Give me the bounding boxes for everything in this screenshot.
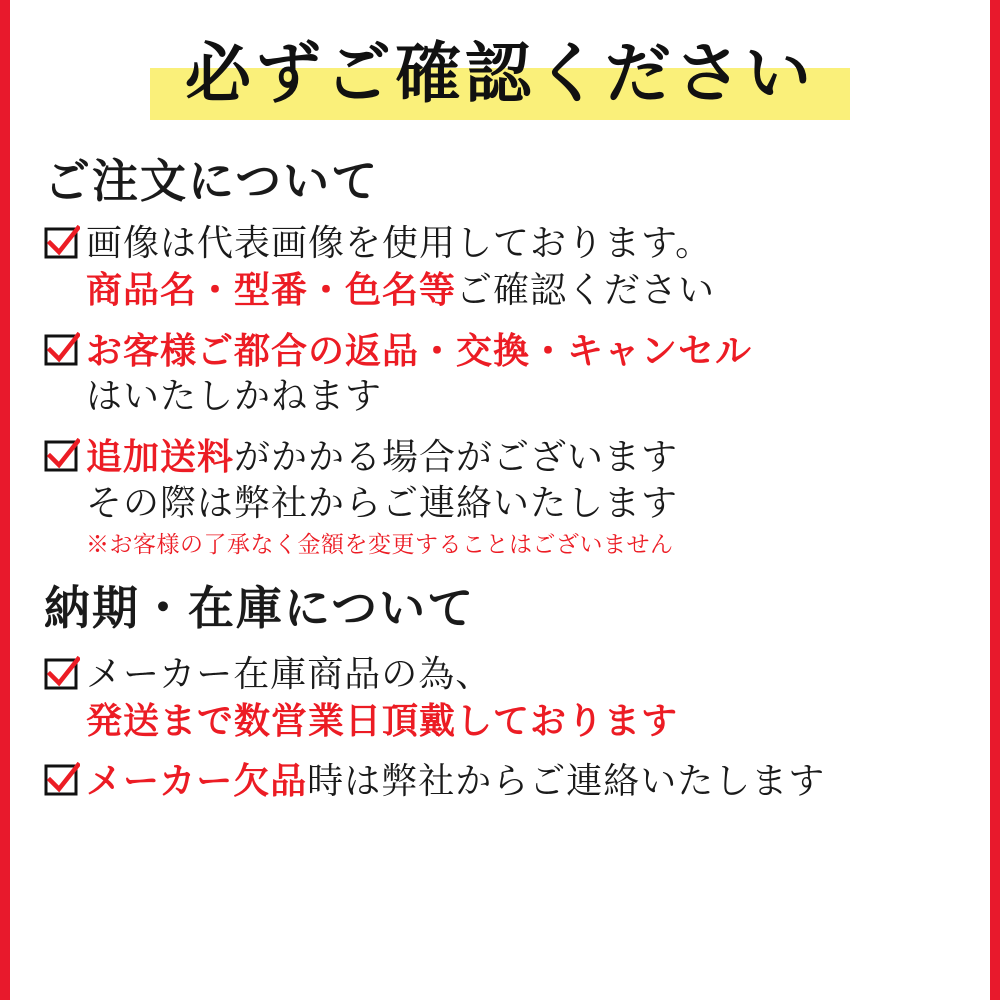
list-item-text bbox=[86, 434, 990, 561]
text-emphasis: 追加送料 bbox=[86, 435, 235, 478]
list-item bbox=[44, 434, 990, 561]
checkbox-checked-icon bbox=[44, 438, 80, 474]
left-red-border bbox=[0, 0, 10, 1000]
text-normal: ご確認ください bbox=[456, 269, 716, 311]
notice-content bbox=[10, 0, 990, 1000]
right-red-border bbox=[990, 0, 1000, 1000]
text-line: その際は弊社からご連絡いたします bbox=[86, 482, 679, 524]
checkbox-checked-icon bbox=[44, 656, 80, 692]
text-normal: 時は弊社からご連絡いたします bbox=[307, 760, 826, 802]
list-item-text bbox=[86, 221, 990, 314]
list-item-text bbox=[86, 758, 990, 805]
text-line: 画像は代表画像を使用しております。 bbox=[86, 222, 713, 264]
list-item bbox=[44, 221, 990, 314]
page-title: 必ずご確認ください bbox=[185, 34, 815, 112]
text-emphasis: メーカー欠品 bbox=[86, 759, 308, 802]
text-line: はいたしかねます bbox=[86, 375, 383, 417]
list-item bbox=[44, 758, 990, 805]
text-normal: がかかる場合がございます bbox=[234, 436, 679, 478]
list-item bbox=[44, 328, 990, 420]
title-block bbox=[10, 34, 990, 130]
text-line bbox=[86, 434, 990, 481]
text-line: 発送まで数営業日頂戴しております bbox=[86, 699, 679, 742]
footnote: ※お客様の了承なく金額を変更することはございません bbox=[86, 532, 674, 559]
list-item bbox=[44, 652, 990, 744]
section-delivery-stock bbox=[10, 580, 990, 805]
section-heading-orders: ご注文について bbox=[44, 154, 380, 208]
section-orders bbox=[10, 156, 990, 561]
text-line bbox=[86, 267, 990, 314]
section-heading-delivery: 納期・在庫について bbox=[44, 580, 476, 635]
checkbox-checked-icon bbox=[44, 225, 80, 261]
text-line: お客様ご都合の返品・交換・キャンセル bbox=[86, 329, 753, 372]
text-line bbox=[86, 758, 990, 805]
list-item-text bbox=[86, 328, 990, 420]
list-item-text bbox=[86, 652, 990, 744]
checkbox-checked-icon bbox=[44, 332, 80, 368]
text-line: メーカー在庫商品の為、 bbox=[86, 653, 493, 695]
checkbox-checked-icon bbox=[44, 762, 80, 798]
text-emphasis: 商品名・型番・色名等 bbox=[86, 268, 457, 311]
